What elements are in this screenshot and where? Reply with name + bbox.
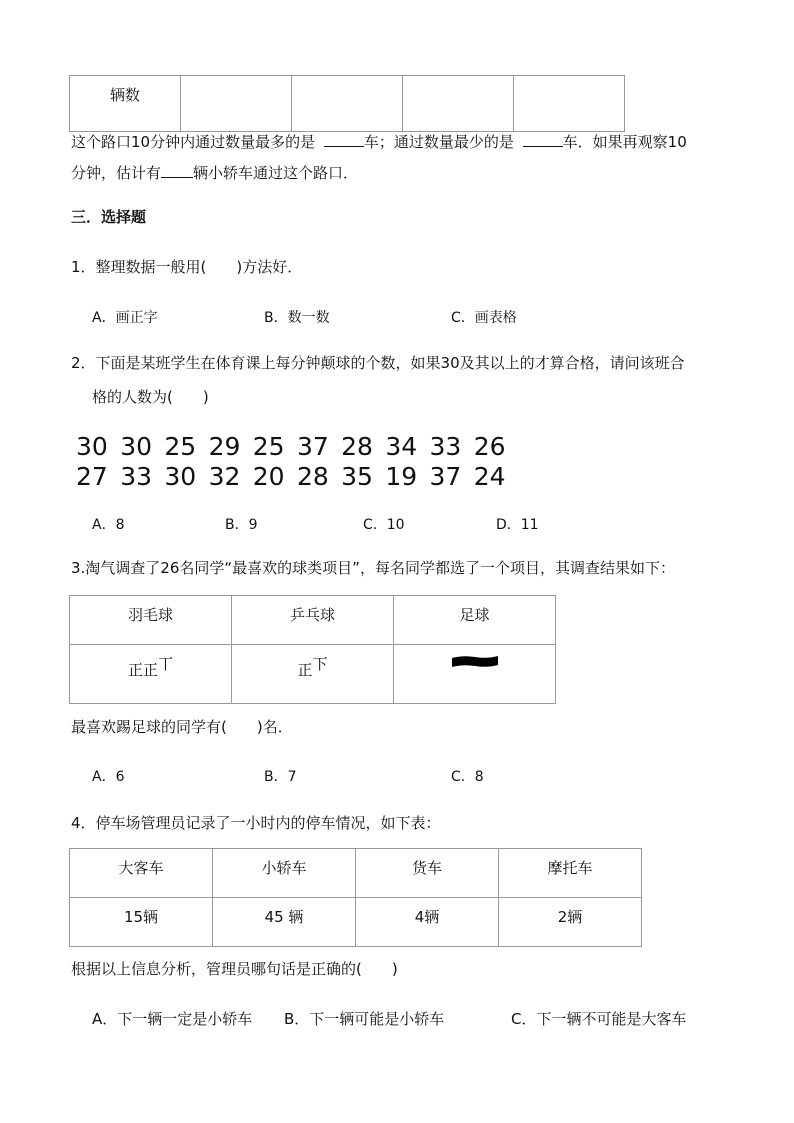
table-row xyxy=(70,645,556,704)
question-1: 1．整理数据一般用( )方法好． xyxy=(71,258,303,276)
tally-badminton: 正正$^丅$ xyxy=(70,645,232,704)
table-cell xyxy=(403,76,514,132)
question-4-ask: 根据以上信息分析，管理员哪句话是正确的( ) xyxy=(71,960,398,978)
header-car: 小轿车 xyxy=(213,849,356,898)
parking-table xyxy=(69,848,642,947)
value-bus: 15辆 xyxy=(70,898,213,947)
answer-blank xyxy=(161,163,193,178)
value-truck: 4辆 xyxy=(356,898,499,947)
header-badminton: 羽毛球 xyxy=(70,596,232,645)
table-row xyxy=(70,898,642,947)
value-car: 45 辆 xyxy=(213,898,356,947)
header-bus: 大客车 xyxy=(70,849,213,898)
numbers-row-1: 30 30 25 29 25 37 28 34 33 26 xyxy=(76,432,506,461)
q1-option-c: C．画表格 xyxy=(451,310,517,326)
q1-option-a: A．画正字 xyxy=(92,310,158,326)
top-table xyxy=(69,75,625,132)
header-truck: 货车 xyxy=(356,849,499,898)
row-label: 辆数 xyxy=(70,76,181,132)
table-cell xyxy=(514,76,625,132)
intro-line-2: 分钟，估计有 辆小轿车通过这个路口． xyxy=(71,164,359,182)
question-4: 4．停车场管理员记录了一小时内的停车情况，如下表： xyxy=(71,814,441,832)
tally-football-hidden xyxy=(394,645,556,704)
ink-blot-icon xyxy=(451,655,499,669)
value-motorbike: 2辆 xyxy=(499,898,642,947)
table-row xyxy=(70,596,556,645)
q3-option-a: A．6 xyxy=(92,769,125,785)
numbers-row-2: 27 33 30 32 20 28 35 19 37 24 xyxy=(76,462,506,491)
q4-option-b: B．下一辆可能是小轿车 xyxy=(284,1010,445,1028)
answer-blank xyxy=(324,132,364,147)
q2-option-d: D．11 xyxy=(496,517,539,533)
q2-option-a: A．8 xyxy=(92,517,125,533)
header-pingpong: 乒乓球 xyxy=(232,596,394,645)
answer-blank xyxy=(523,132,563,147)
q4-option-a: A．下一辆一定是小轿车 xyxy=(92,1010,253,1028)
ball-survey-table xyxy=(69,595,556,704)
q3-option-c: C．8 xyxy=(451,769,484,785)
table-cell xyxy=(181,76,292,132)
q1-option-b: B．数一数 xyxy=(264,310,330,326)
question-2-line-2: 格的人数为( ) xyxy=(92,388,209,406)
question-2-line-1: 2．下面是某班学生在体育课上每分钟颠球的个数，如果30及其以上的才算合格，请问该班合 xyxy=(71,354,685,372)
section-title: 三．选择题 xyxy=(71,208,147,226)
q3-option-b: B．7 xyxy=(264,769,297,785)
q2-option-b: B．9 xyxy=(225,517,258,533)
header-motorbike: 摩托车 xyxy=(499,849,642,898)
table-row xyxy=(70,849,642,898)
q2-option-c: C．10 xyxy=(363,517,405,533)
question-3: 3.淘气调查了26名同学“最喜欢的球类项目”，每名同学都选了一个项目，其调查结果如下： xyxy=(71,559,675,577)
intro-line-1: 这个路口10分钟内通过数量最多的是 车；通过数量最少的是 车．如果再观察10 xyxy=(71,133,687,151)
table-row xyxy=(70,76,625,132)
q4-option-c: C．下一辆不可能是大客车 xyxy=(511,1010,687,1028)
question-3-ask: 最喜欢踢足球的同学有( )名． xyxy=(71,718,293,736)
table-cell xyxy=(292,76,403,132)
header-football: 足球 xyxy=(394,596,556,645)
tally-pingpong: 正$^下$ xyxy=(232,645,394,704)
